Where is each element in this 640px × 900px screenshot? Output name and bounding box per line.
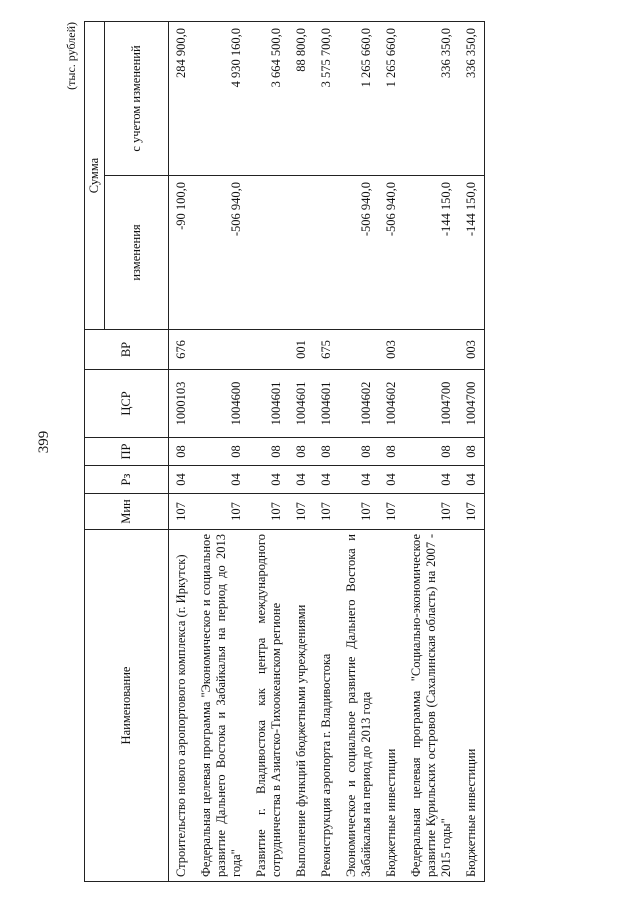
row-rz: 04 xyxy=(169,466,195,494)
units-note: (тыс. рублей) xyxy=(64,22,78,90)
page-number: 399 xyxy=(36,430,52,454)
row-pr: 08 xyxy=(339,438,379,466)
row-csr: 1004601 xyxy=(289,370,314,438)
row-change xyxy=(314,176,339,330)
row-with-change: 336 350,0 xyxy=(459,22,485,176)
header-pr: ПР xyxy=(85,438,169,466)
table-row xyxy=(379,22,404,882)
row-vr: 676 xyxy=(169,330,195,370)
row-min: 107 xyxy=(404,494,459,530)
row-with-change: 88 800,0 xyxy=(289,22,314,176)
row-csr: 1004700 xyxy=(404,370,459,438)
row-vr: 001 xyxy=(289,330,314,370)
row-rz: 04 xyxy=(339,466,379,494)
row-rz: 04 xyxy=(404,466,459,494)
row-change: -144 150,0 xyxy=(459,176,485,330)
row-min: 107 xyxy=(314,494,339,530)
row-pr: 08 xyxy=(249,438,289,466)
row-vr: 003 xyxy=(379,330,404,370)
row-rz: 04 xyxy=(289,466,314,494)
row-with-change: 284 900,0 xyxy=(169,22,195,176)
table-row xyxy=(194,22,249,882)
row-name: Федеральная целевая программа "Социально-экономическое развитие Курильских островов (Сахалинская область) на 2007 - 2015 годы" xyxy=(404,530,459,882)
row-change: -506 940,0 xyxy=(194,176,249,330)
row-vr xyxy=(194,330,249,370)
table-row xyxy=(404,22,459,882)
row-rz: 04 xyxy=(459,466,485,494)
row-min: 107 xyxy=(339,494,379,530)
header-with-change: с учетом изменений xyxy=(105,22,169,176)
budget-table xyxy=(84,21,485,882)
row-name: Строительство нового аэропортового комплекса (г. Иркутск) xyxy=(169,530,195,882)
row-pr: 08 xyxy=(404,438,459,466)
row-with-change: 336 350,0 xyxy=(404,22,459,176)
row-pr: 08 xyxy=(194,438,249,466)
row-with-change: 3 664 500,0 xyxy=(249,22,289,176)
row-with-change: 1 265 660,0 xyxy=(339,22,379,176)
row-name: Бюджетные инвестиции xyxy=(459,530,485,882)
row-vr xyxy=(339,330,379,370)
row-csr: 1004601 xyxy=(314,370,339,438)
table-row xyxy=(459,22,485,882)
row-csr: 1004601 xyxy=(249,370,289,438)
row-pr: 08 xyxy=(379,438,404,466)
row-vr xyxy=(249,330,289,370)
row-with-change: 1 265 660,0 xyxy=(379,22,404,176)
row-pr: 08 xyxy=(314,438,339,466)
header-sum: Сумма xyxy=(85,22,105,330)
row-csr: 1004600 xyxy=(194,370,249,438)
row-min: 107 xyxy=(194,494,249,530)
row-pr: 08 xyxy=(459,438,485,466)
header-csr: ЦСР xyxy=(85,370,169,438)
row-change: -144 150,0 xyxy=(404,176,459,330)
header-vr: ВР xyxy=(85,330,169,370)
rotated-page xyxy=(36,22,621,882)
row-csr: 1004602 xyxy=(379,370,404,438)
row-change xyxy=(249,176,289,330)
row-min: 107 xyxy=(379,494,404,530)
header-name: Наименование xyxy=(85,530,169,882)
row-vr xyxy=(404,330,459,370)
table-header xyxy=(85,22,169,882)
table-row xyxy=(314,22,339,882)
row-change: -90 100,0 xyxy=(169,176,195,330)
row-csr: 1000103 xyxy=(169,370,195,438)
row-rz: 04 xyxy=(249,466,289,494)
row-rz: 04 xyxy=(194,466,249,494)
row-with-change: 3 575 700,0 xyxy=(314,22,339,176)
row-name: Бюджетные инвестиции xyxy=(379,530,404,882)
row-rz: 04 xyxy=(314,466,339,494)
row-csr: 1004602 xyxy=(339,370,379,438)
row-change xyxy=(289,176,314,330)
row-change: -506 940,0 xyxy=(379,176,404,330)
row-min: 107 xyxy=(169,494,195,530)
row-change: -506 940,0 xyxy=(339,176,379,330)
row-rz: 04 xyxy=(379,466,404,494)
table-row xyxy=(169,22,195,882)
row-vr: 003 xyxy=(459,330,485,370)
row-name: Реконструкция аэропорта г. Владивостока xyxy=(314,530,339,882)
row-with-change: 4 930 160,0 xyxy=(194,22,249,176)
row-pr: 08 xyxy=(289,438,314,466)
header-min: Мин xyxy=(85,494,169,530)
row-name: Выполнение функций бюджетными учреждениями xyxy=(289,530,314,882)
row-min: 107 xyxy=(249,494,289,530)
table-row xyxy=(249,22,289,882)
table-body xyxy=(169,22,485,882)
table-row xyxy=(289,22,314,882)
table-row xyxy=(339,22,379,882)
header-rz: Рз xyxy=(85,466,169,494)
header-change: изменения xyxy=(105,176,169,330)
row-name: Федеральная целевая программа "Экономическое и социальное развитие Дальнего Востока и Забайкалья на период до 2013 года" xyxy=(194,530,249,882)
row-min: 107 xyxy=(459,494,485,530)
row-csr: 1004700 xyxy=(459,370,485,438)
row-name: Экономическое и социальное развитие Дальнего Востока и Забайкалья на период до 2013 года xyxy=(339,530,379,882)
row-name: Развитие г. Владивостока как центра международного сотрудничества в Азиатско-Тихоокеанском регионе xyxy=(249,530,289,882)
row-vr: 675 xyxy=(314,330,339,370)
row-pr: 08 xyxy=(169,438,195,466)
row-min: 107 xyxy=(289,494,314,530)
